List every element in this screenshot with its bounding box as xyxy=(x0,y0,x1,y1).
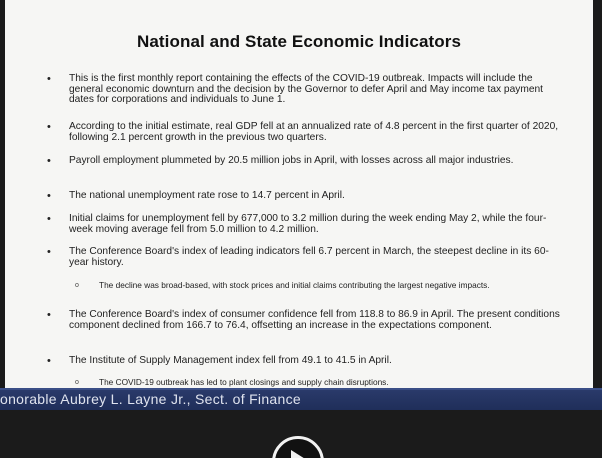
lower-third-caption xyxy=(0,388,602,412)
bullet-text: According to the initial estimate, real GDP fell at an annualized rate of 4.8 percent in the first quarter of 2020, following 2.1 percent growth in the previous two quarters. xyxy=(69,121,559,143)
player-controls xyxy=(0,410,602,458)
sub-bullet-circle-icon: o xyxy=(75,379,79,386)
sub-bullet-text: The COVID-19 outbreak has led to plant closings and supply chain disruptions. xyxy=(99,377,389,387)
slide-title: National and State Economic Indicators xyxy=(136,32,462,51)
bullet-dot-icon: • xyxy=(47,246,51,258)
bullet-text: The Conference Board's index of leading indicators fell 6.7 percent in March, the steepest decline in its 60-year history. xyxy=(69,246,549,268)
play-button[interactable] xyxy=(272,436,324,458)
bullet-text: The national unemployment rate rose to 14.7 percent in April. xyxy=(69,190,345,201)
bullet-dot-icon: • xyxy=(47,309,51,321)
bullet-dot-icon: • xyxy=(47,155,51,167)
caption-text: onorable Aubrey L. Layne Jr., Sect. of Finance xyxy=(0,391,301,407)
bullet-dot-icon: • xyxy=(47,73,51,85)
bullet-text: The Conference Board's index of consumer confidence fell from 118.8 to 86.9 in April. The present conditions component declined from 166.7 to 76.4, offsetting an increase in the expectations component. xyxy=(69,309,560,331)
bullet-dot-icon: • xyxy=(47,121,51,133)
play-icon xyxy=(289,449,311,458)
presentation-slide xyxy=(5,0,593,388)
bullet-text: The Institute of Supply Management index fell from 49.1 to 41.5 in April. xyxy=(69,355,392,366)
bullet-text: Initial claims for unemployment fell by 677,000 to 3.2 million during the week ending May 2, while the four-week moving average fell from 5.0 million to 4.2 million. xyxy=(69,213,547,235)
bullet-dot-icon: • xyxy=(47,190,51,202)
sub-bullet-circle-icon: o xyxy=(75,282,79,289)
right-letterbox xyxy=(593,0,602,388)
sub-bullet-text: The decline was broad-based, with stock prices and initial claims contributing the largest negative impacts. xyxy=(99,280,490,290)
bullet-text: Payroll employment plummeted by 20.5 million jobs in April, with losses across all major industries. xyxy=(69,155,514,166)
bullet-dot-icon: • xyxy=(47,355,51,367)
bullet-dot-icon: • xyxy=(47,213,51,225)
bullet-text: This is the first monthly report containing the effects of the COVID-19 outbreak. Impacts will include the general economic downturn and the decision by the Governor to defer April and May income tax payment dates for corporations and individuals to June 1. xyxy=(69,73,543,105)
